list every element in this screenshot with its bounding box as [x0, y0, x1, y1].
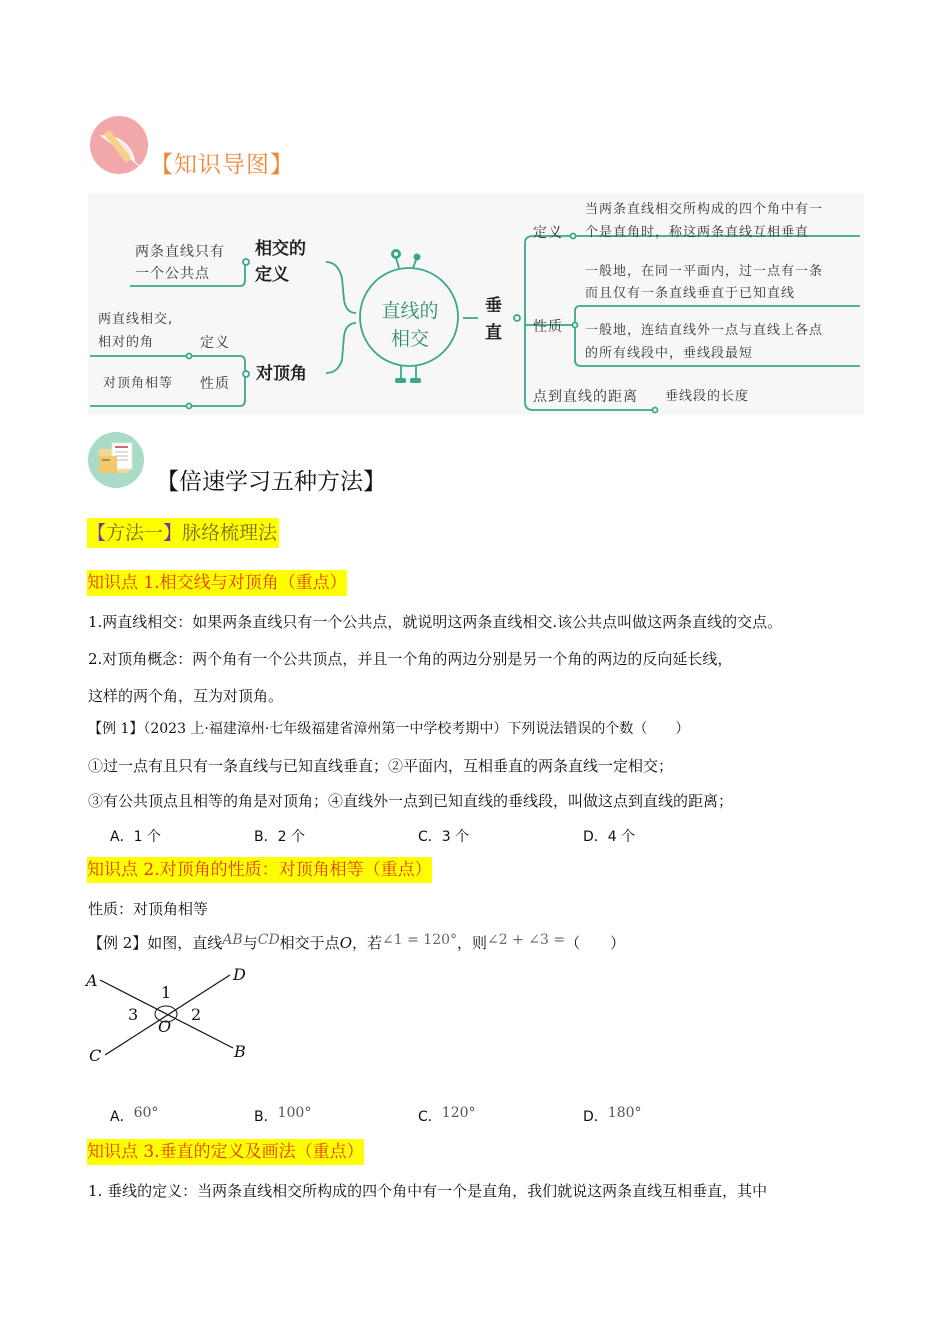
- method-one-heading: [87, 518, 279, 548]
- label-o: O: [158, 1017, 172, 1036]
- point-o: O: [339, 934, 352, 952]
- option-value: 100°: [277, 1105, 312, 1121]
- option-key: A．: [110, 829, 134, 845]
- knowledge-point-2-title: 知识点 2.对顶角的性质：对顶角相等（重点）: [87, 857, 432, 883]
- label-d: D: [233, 965, 246, 984]
- method-bracket-open: 【: [87, 522, 107, 544]
- point1-paragraph-2: 2.对顶角概念：两个角有一个公共顶点，并且一个角的两边分别是另一个角的两边的反向延长线，: [88, 650, 733, 668]
- option-key: D．: [583, 1109, 608, 1125]
- example2-option-b[interactable]: [254, 1106, 311, 1126]
- example2-then: ，则: [457, 934, 488, 952]
- knowledge-point-1-title: 知识点 1.相交线与对顶角（重点）: [87, 570, 347, 596]
- line-ab: AB: [222, 932, 243, 948]
- example1-option-d[interactable]: [583, 826, 635, 846]
- example2-with: 与: [242, 934, 258, 952]
- mindmap-perpendicular-prop-label: 性质: [533, 319, 563, 335]
- mindmap-vertical-angle-label: 对顶角: [256, 364, 307, 384]
- option-key: B．: [254, 1109, 278, 1125]
- example2-question: [88, 932, 625, 955]
- example2-option-a[interactable]: [110, 1106, 158, 1126]
- angle-sum-query: ∠2 + ∠3 =: [487, 932, 566, 948]
- line-cd: CD: [257, 932, 280, 948]
- folder-documents-icon: [88, 432, 144, 488]
- option-value: 4 个: [607, 829, 636, 845]
- mindmap-distance-text: 垂线段的长度: [665, 389, 750, 404]
- option-value: 180°: [607, 1105, 642, 1121]
- option-value: 120°: [441, 1105, 476, 1121]
- mindmap-perpendicular-prop1-line2: 而且仅有一条直线垂直于已知直线: [585, 286, 796, 301]
- answer-blank: （ ）: [565, 934, 626, 952]
- angle-2-label: 2: [191, 1005, 202, 1024]
- mindmap-intersect-label-line1: 相交的: [255, 239, 306, 259]
- method-name: 脉络梳理法: [182, 522, 278, 544]
- point1-paragraph-3: 这样的两个角，互为对顶角。: [88, 687, 284, 705]
- option-value: 60°: [133, 1105, 159, 1121]
- mindmap-vertical-angle-prop-text: 对顶角相等: [103, 376, 174, 391]
- mindmap-vertical-angle-def-line1: 两直线相交,: [98, 312, 174, 327]
- example2-option-c[interactable]: [418, 1106, 476, 1126]
- label-c: C: [89, 1046, 102, 1065]
- mindmap-perpendicular-prop1-line1: 一般地，在同一平面内，过一点有一条: [585, 264, 824, 279]
- example1-option-a[interactable]: [110, 826, 161, 846]
- example1-title: 【例 1】（2023 上·福建漳州·七年级福建省漳州第一中学校考期中）下列说法错误的个数（ ）: [88, 721, 690, 737]
- example1-option-c[interactable]: [418, 826, 469, 846]
- label-b: B: [234, 1042, 246, 1061]
- mindmap-perpendicular-def-label: 定义: [533, 225, 563, 241]
- angle-3-label: 3: [128, 1005, 139, 1024]
- option-key: C．: [418, 829, 442, 845]
- point1-paragraph-1: 1.两直线相交：如果两条直线只有一个公共点，就说明这两条直线相交.该公共点叫做这两条直线的交点。: [88, 613, 783, 631]
- example2-mid: 相交于点: [279, 934, 340, 952]
- method-bracket-close: 】: [163, 522, 183, 544]
- mindmap-perpendicular-label-line1: 垂: [485, 296, 502, 316]
- option-value: 3 个: [441, 829, 470, 845]
- section-title-knowledge-map: 【知识导图】: [150, 152, 294, 178]
- example1-statement-2: ③有公共顶点且相等的角是对顶角；④直线外一点到已知直线的垂线段，叫做这点到直线的距离；: [88, 792, 734, 810]
- point3-paragraph-1: 1. 垂线的定义：当两条直线相交所构成的四个角中有一个是直角，我们就说这两条直线互相垂直，其中: [88, 1182, 768, 1200]
- angle-1-label: 1: [161, 983, 172, 1002]
- mindmap-perpendicular-label-line2: 直: [485, 323, 502, 343]
- example2-comma: ，若: [352, 934, 383, 952]
- mindmap-intersect-def-line2: 一个公共点: [135, 266, 210, 282]
- mindmap-perpendicular-prop2-line2: 的所有线段中，垂线段最短: [585, 346, 754, 361]
- angle-condition: ∠1 = 120°: [382, 932, 458, 948]
- example1-statement-1: ①过一点有且只有一条直线与已知直线垂直；②平面内，互相垂直的两条直线一定相交；: [88, 757, 674, 775]
- mindmap-distance-label: 点到直线的距离: [533, 389, 638, 405]
- option-value: 1 个: [133, 829, 161, 845]
- mindmap-vertical-angle-def-label: 定义: [200, 335, 230, 351]
- option-key: B．: [254, 829, 278, 845]
- mindmap-vertical-angle-def-line2: 相对的角: [98, 335, 155, 350]
- mindmap-intersect-label-line2: 定义: [255, 265, 289, 285]
- example2-option-d[interactable]: [583, 1106, 642, 1126]
- example1-option-b[interactable]: [254, 826, 305, 846]
- method-label: 方法一: [106, 522, 164, 544]
- example2-prefix: 【例 2】如图，直线: [88, 934, 223, 952]
- option-key: D．: [583, 829, 608, 845]
- mindmap-perpendicular-prop2-line1: 一般地，连结直线外一点与直线上各点: [585, 323, 824, 338]
- option-key: C．: [418, 1109, 442, 1125]
- point2-paragraph-1: 性质：对顶角相等: [88, 900, 209, 918]
- mindmap-perpendicular-def-line2: 个是直角时，称这两条直线互相垂直: [585, 225, 810, 240]
- option-value: 2 个: [277, 829, 305, 845]
- mindmap-center-line1: 直线的: [381, 300, 439, 322]
- mindmap-intersect-def-line1: 两条直线只有: [135, 244, 225, 260]
- section-title-five-methods: 【倍速学习五种方法】: [156, 469, 386, 495]
- label-a: A: [86, 971, 98, 990]
- knowledge-point-3-title: 知识点 3.垂直的定义及画法（重点）: [87, 1139, 364, 1165]
- option-key: A．: [110, 1109, 134, 1125]
- mindmap-vertical-angle-prop-label: 性质: [200, 376, 230, 392]
- mindmap-perpendicular-def-line1: 当两条直线相交所构成的四个角中有一: [585, 202, 824, 217]
- intersecting-lines-figure: [80, 960, 280, 1070]
- mindmap-center-line2: 相交: [390, 328, 429, 350]
